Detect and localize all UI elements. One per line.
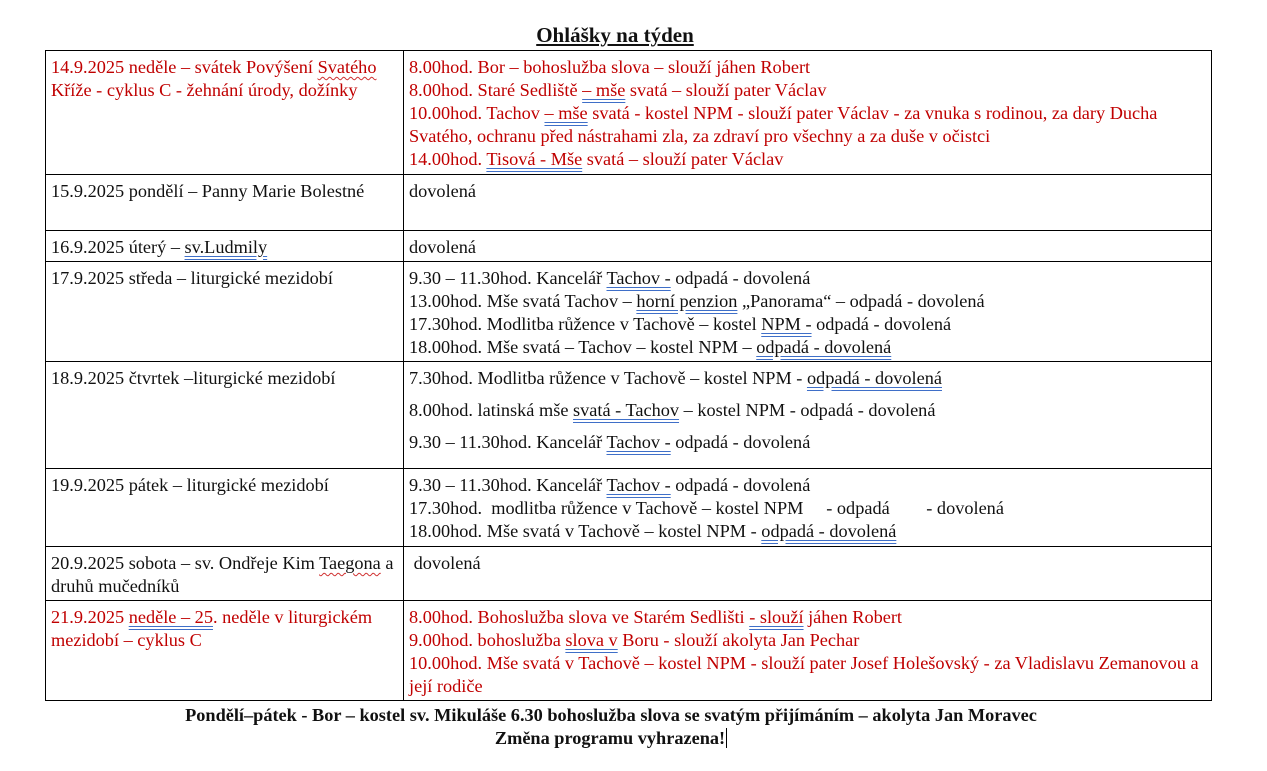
schedule-line: 10.00hod. Tachov – mše svatá - kostel NPM - slouží pater Václav - za vnuka s rodinou, za dary Ducha Svatého, ochranu před nástrahami zla, za zdraví pro všechny a za duše v očistci — [409, 103, 1158, 146]
day-text: 15.9.2025 pondělí – Panny Marie Bolestné — [51, 181, 365, 201]
table-row — [46, 175, 1212, 231]
day-text: 21.9.2025 — [51, 607, 129, 627]
schedule-cell — [404, 231, 1212, 262]
schedule-line: 9.30 – 11.30hod. Kancelář Tachov - odpadá - dovolená — [409, 268, 811, 288]
schedule-cell — [404, 362, 1212, 469]
day-cell — [46, 51, 404, 175]
announcements-table — [45, 50, 1212, 701]
day-cell — [46, 175, 404, 231]
schedule-line: 14.00hod. Tisová - Mše svatá – slouží pater Václav — [409, 149, 784, 169]
schedule-cell — [404, 601, 1212, 701]
day-text-marked: sv.Ludmily — [184, 237, 268, 257]
schedule-cell — [404, 469, 1212, 547]
schedule-line: 8.00hod. Staré Sedliště – mše svatá – slouží pater Václav — [409, 80, 827, 100]
schedule-line: 9.30 – 11.30hod. Kancelář Tachov - odpadá - dovolená — [409, 475, 811, 495]
schedule-line: 10.00hod. Mše svatá v Tachově – kostel NPM - slouží pater Josef Holešovský - za Vladislavu Zemanovou a její rodiče — [409, 653, 1199, 696]
schedule-line: 9.30 – 11.30hod. Kancelář Tachov - odpadá - dovolená — [409, 432, 811, 452]
table-row — [46, 262, 1212, 362]
schedule-cell — [404, 175, 1212, 231]
day-text: 16.9.2025 úterý – — [51, 237, 185, 257]
day-text: 20.9.2025 sobota – sv. Ondřeje Kim — [51, 553, 320, 573]
schedule-line: 17.30hod. Modlitba růžence v Tachově – kostel NPM - odpadá - dovolená — [409, 314, 952, 334]
schedule-line: 9.00hod. bohoslužba slova v Boru - slouží akolyta Jan Pechar — [409, 630, 860, 650]
footer-disclaimer: Změna programu vyhrazena! — [494, 728, 726, 748]
day-text-marked: neděle – 25 — [128, 607, 213, 627]
text-cursor — [726, 728, 727, 748]
schedule-cell — [404, 262, 1212, 362]
schedule-cell — [404, 51, 1212, 175]
day-text: 17.9.2025 středa – liturgické mezidobí — [51, 268, 333, 288]
schedule-line: 18.00hod. Mše svatá – Tachov – kostel NPM – odpadá - dovolená — [409, 337, 892, 357]
table-row — [46, 469, 1212, 547]
footer-note: Pondělí–pátek - Bor – kostel sv. Mikuláše 6.30 bohoslužba slova se svatým přijímáním – akolyta Jan Moravec — [185, 705, 1037, 725]
table-row — [46, 547, 1212, 601]
schedule-line: dovolená — [409, 553, 481, 573]
day-text: 18.9.2025 čtvrtek –liturgické mezidobí — [51, 368, 336, 388]
day-text: Kříže - cyklus C - žehnání úrody, dožínky — [51, 80, 358, 100]
page-title: Ohlášky na týden — [536, 23, 694, 47]
day-cell — [46, 362, 404, 469]
table-row — [46, 231, 1212, 262]
table-row — [46, 601, 1212, 701]
day-text-marked: Taegona — [319, 553, 381, 573]
schedule-line: 8.00hod. Bor – bohoslužba slova – slouží jáhen Robert — [409, 57, 811, 77]
day-cell — [46, 601, 404, 701]
schedule-line: 13.00hod. Mše svatá Tachov – horní penzion „Panorama“ – odpadá - dovolená — [409, 291, 985, 311]
schedule-line: 18.00hod. Mše svatá v Tachově – kostel NPM - odpadá - dovolená — [409, 521, 897, 541]
day-text: 14.9.2025 neděle – svátek Povýšení — [51, 57, 318, 77]
day-text: 19.9.2025 pátek – liturgické mezidobí — [51, 475, 329, 495]
day-cell — [46, 262, 404, 362]
schedule-line: 7.30hod. Modlitba růžence v Tachově – kostel NPM - odpadá - dovolená — [409, 368, 942, 388]
schedule-line: 17.30hod. modlitba růžence v Tachově – kostel NPM - odpadá - dovolená — [409, 498, 1004, 518]
table-row — [46, 362, 1212, 469]
day-text: . neděle v liturgickém mezidobí – cyklus C — [51, 607, 373, 650]
schedule-line: 8.00hod. latinská mše svatá - Tachov – kostel NPM - odpadá - dovolená — [409, 400, 936, 420]
schedule-line: dovolená — [409, 237, 477, 257]
day-text-marked: Svatého — [317, 57, 377, 77]
schedule-line: dovolená — [409, 181, 477, 201]
table-row — [46, 51, 1212, 175]
day-cell — [46, 231, 404, 262]
day-cell — [46, 547, 404, 601]
schedule-line: 8.00hod. Bohoslužba slova ve Starém Sedlišti - slouží jáhen Robert — [409, 607, 903, 627]
day-text: a druhů mučedníků — [51, 553, 394, 596]
schedule-cell — [404, 547, 1212, 601]
day-cell — [46, 469, 404, 547]
